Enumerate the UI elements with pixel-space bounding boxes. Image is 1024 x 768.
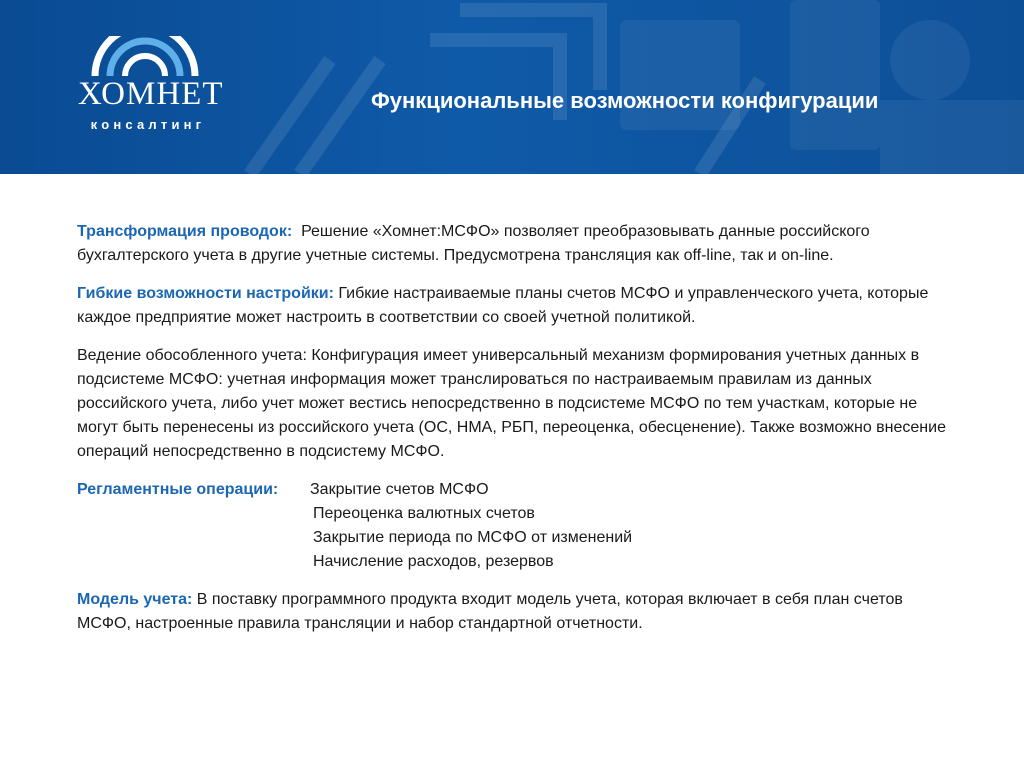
paragraph-accounting-model	[77, 588, 957, 636]
transformation-text: Решение «Хомнет:МСФО» позволяет преобразовывать данные российского бухгалтерского учета в другие учетные системы. Предусмотрена трансляция как off-line, так и on-line.	[77, 223, 875, 264]
accounting-model-label: Модель учета:	[77, 591, 193, 608]
logo-arc-icon	[90, 36, 200, 76]
flexible-settings-label: Гибкие возможности настройки:	[77, 285, 334, 302]
transformation-label: Трансформация проводок:	[77, 223, 293, 240]
logo-subtitle: консалтинг	[90, 117, 206, 132]
paragraph-separate-accounting: Ведение обособленного учета: Конфигурация имеет универсальный механизм формирования учетных данных в подсистеме МСФО: учетная информация может транслироваться по настраиваемым правилам из данных российского учета, либо учет может вестись непосредственно в подсистеме МСФО по тем участкам, которые не могут быть перенесены из российского учета (ОС, НМА, РБП, переоценка, обесценение). Также возможно внесение операций непосредственно в подсистему МСФО.	[77, 347, 946, 460]
company-logo	[70, 36, 224, 136]
page-title: Функциональные возможности конфигурации	[371, 88, 879, 113]
paragraph-regular-operations	[77, 478, 957, 574]
header-banner	[0, 0, 1024, 174]
paragraph-transformation	[77, 220, 957, 268]
list-item: Закрытие периода по МСФО от изменений	[313, 529, 633, 546]
regular-operations-list	[310, 478, 632, 574]
paragraph-flexible-settings	[77, 282, 957, 330]
flexible-settings-text: Гибкие настраиваемые планы счетов МСФО и управленческого учета, которые каждое предприятие может настроить в соответствии со своей учетной политикой.	[77, 285, 929, 326]
list-item: Начисление расходов, резервов	[313, 553, 554, 570]
list-item: Переоценка валютных счетов	[313, 505, 535, 522]
regular-operations-label: Регламентные операции:	[77, 481, 279, 498]
content-body	[77, 220, 957, 650]
list-item: Закрытие счетов МСФО	[310, 481, 489, 498]
accounting-model-text: В поставку программного продукта входит модель учета, которая включает в себя план счетов МСФО, настроенные правила трансляции и набор стандартной отчетности.	[77, 591, 903, 632]
logo-name: ХОМНЕТ	[78, 76, 224, 112]
